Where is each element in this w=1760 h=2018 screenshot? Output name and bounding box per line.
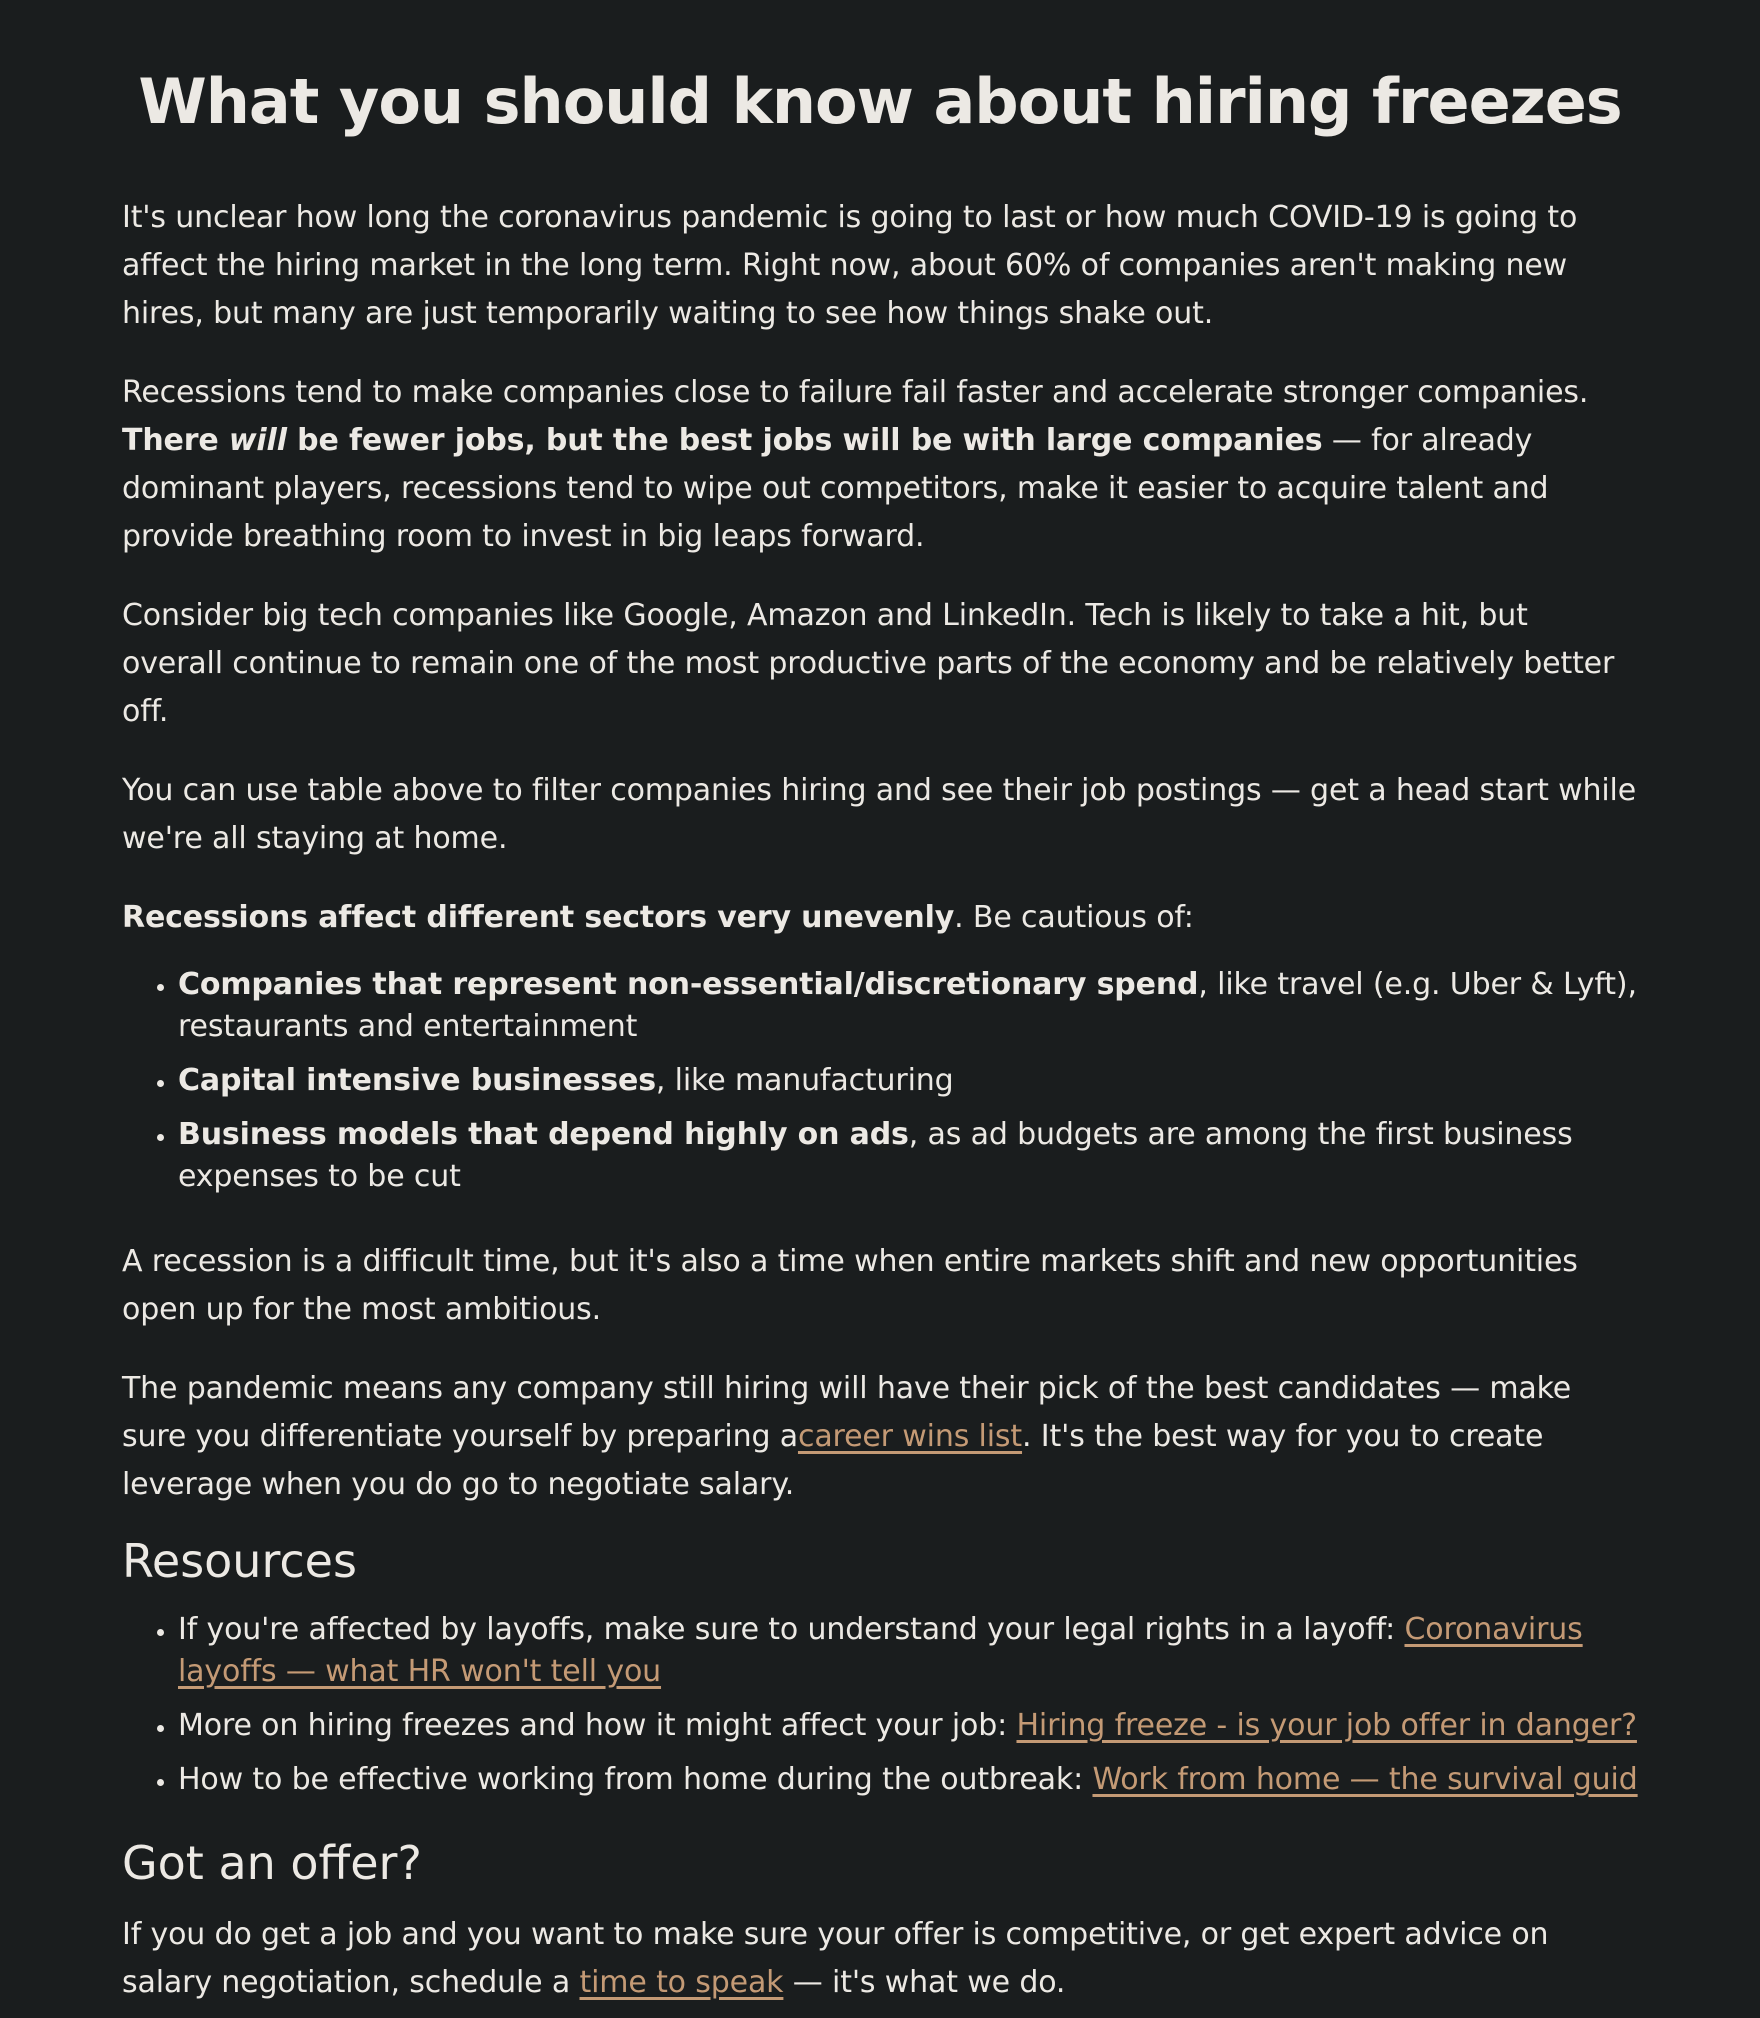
work-from-home-link[interactable]: Work from home — the survival guid — [1092, 1762, 1638, 1797]
offer-text: If you do get a job and you want to make sure your offer is competitive, or get expert advice on salary negotiation, schedule a — [122, 1917, 1549, 2000]
caution-item — [178, 1114, 1638, 1198]
intro-paragraph: It's unclear how long the coronavirus pandemic is going to last or how much COVID-19 is going to affect the hiring market in the long term. Right now, about 60% of companies aren't making new hires, but many are just temporarily waiting to see how things shake out. — [122, 200, 1578, 331]
ambitious-paragraph: A recession is a difficult time, but it's also a time when entire markets shift and new opportunities open up for the most ambitious. — [122, 1244, 1578, 1327]
caution-text: , as ad budgets are among the first business expenses to be cut — [178, 1117, 1573, 1194]
offer-tail: — it's what we do. — [783, 1965, 1066, 2000]
caution-text: , like manufacturing — [655, 1063, 954, 1098]
pandemic-paragraph — [122, 1365, 1638, 1509]
recession-text: Recessions tend to make companies close to failure fail faster and accelerate stronger companies. — [122, 375, 1589, 410]
caution-text: , like travel (e.g. Uber & Lyft), restaurants and entertainment — [178, 967, 1637, 1044]
recession-tail: — for already dominant players, recessions tend to wipe out competitors, make it easier to acquire talent and provide breathing room to invest in big leaps forward. — [122, 423, 1549, 554]
resource-item — [178, 1759, 1638, 1801]
resource-item — [178, 1609, 1638, 1693]
caution-item — [178, 1060, 1638, 1102]
cautions-list — [122, 964, 1638, 1198]
sectors-paragraph — [122, 894, 1638, 942]
recession-paragraph — [122, 369, 1638, 561]
caution-bold: Capital intensive businesses — [178, 1063, 656, 1098]
sectors-tail: . Be cautious of: — [954, 900, 1194, 935]
resource-text: If you're affected by layoffs, make sure to understand your legal rights in a layoff: — [178, 1612, 1405, 1647]
hiring-freeze-link[interactable]: Hiring freeze - is your job offer in danger? — [1016, 1708, 1637, 1743]
page-title: What you should know about hiring freezes — [138, 65, 1622, 138]
pandemic-tail: . It's the best way for you to create leverage when you do go to negotiate salary. — [122, 1419, 1544, 1502]
time-to-speak-link[interactable]: time to speak — [579, 1965, 784, 2000]
offer-heading: Got an offer? — [122, 1836, 422, 1890]
career-wins-link[interactable]: career wins list — [797, 1419, 1023, 1454]
recession-bold — [122, 423, 1322, 458]
resource-text: More on hiring freezes and how it might affect your job: — [178, 1708, 1017, 1743]
recession-bold-em: will — [228, 423, 287, 458]
sectors-bold: Recessions affect different sectors very unevenly — [122, 900, 955, 935]
layoffs-link[interactable]: Coronavirus layoffs — what HR won't tell you — [178, 1612, 1583, 1689]
big-tech-paragraph: Consider big tech companies like Google, Amazon and LinkedIn. Tech is likely to take a hit, but overall continue to remain one of the most productive parts of the economy and be relatively better off. — [122, 598, 1615, 729]
pandemic-text: The pandemic means any company still hiring will have their pick of the best candidates — make sure you differentiate yourself by preparing a — [122, 1371, 1572, 1454]
table-paragraph: You can use table above to filter companies hiring and see their job postings — get a head start while we're all staying at home. — [122, 773, 1636, 856]
caution-bold: Business models that depend highly on ads — [178, 1117, 909, 1152]
offer-paragraph — [122, 1911, 1638, 2007]
recession-bold-a: There — [122, 423, 229, 458]
recession-bold-b: be fewer jobs, but the best jobs will be with large companies — [286, 423, 1323, 458]
resources-heading: Resources — [122, 1534, 357, 1588]
resource-item — [178, 1705, 1638, 1747]
resource-text: How to be effective working from home during the outbreak: — [178, 1762, 1093, 1797]
caution-item — [178, 964, 1638, 1048]
caution-bold: Companies that represent non-essential/discretionary spend — [178, 967, 1199, 1002]
resources-list — [122, 1609, 1638, 1801]
